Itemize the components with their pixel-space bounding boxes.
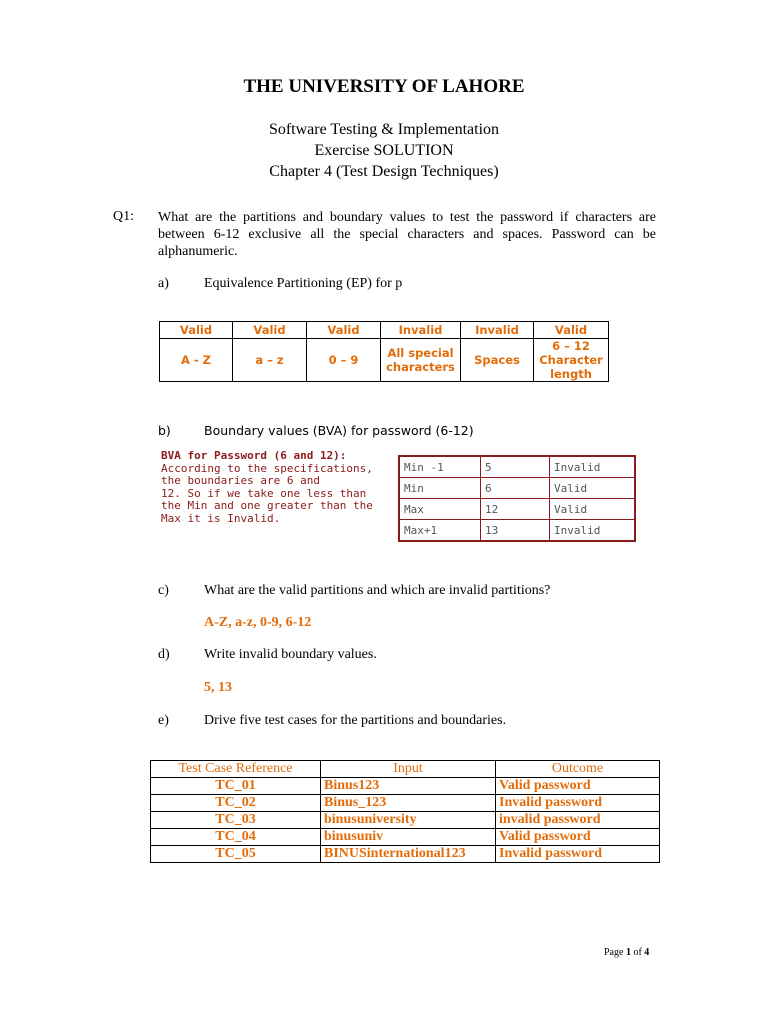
item-a-letter: a)	[158, 276, 169, 291]
ep-header-cell: Valid	[160, 322, 233, 339]
test-case-row	[151, 846, 660, 863]
bva-cell: Invalid	[550, 456, 636, 478]
test-case-header-cell: Input	[321, 761, 496, 778]
item-b-text: Boundary values (BVA) for password (6-12)	[204, 423, 474, 438]
ep-value-cell: 0 – 9	[307, 339, 381, 382]
course-name: Software Testing & Implementation	[268, 121, 500, 138]
of-label: of	[633, 947, 642, 958]
ep-header-row	[160, 322, 609, 339]
bva-line: the Min and one greater than the	[161, 499, 373, 512]
test-case-ref: TC_05	[151, 846, 321, 863]
bva-heading: BVA for Password (6 and 12):	[161, 449, 347, 462]
bva-row	[399, 520, 635, 542]
page-number: 1	[625, 947, 631, 958]
test-case-header-cell: Test Case Reference	[151, 761, 321, 778]
ep-value-cell: All special characters	[381, 339, 461, 382]
test-case-header-cell: Outcome	[496, 761, 660, 778]
question-text: What are the partitions and boundary values to test the password if characters are between 6-12 exclusive all the special characters and spaces. Password can be alphanumeric.	[158, 210, 656, 259]
bva-cell: 12	[481, 499, 550, 520]
bva-cell: 6	[481, 478, 550, 499]
ep-value-cell: A - Z	[160, 339, 233, 382]
ep-header-cell: Valid	[307, 322, 381, 339]
chapter-title: Chapter 4 (Test Design Techniques)	[269, 163, 499, 180]
bva-cell: 13	[481, 520, 550, 542]
bva-line: According to the specifications,	[161, 461, 373, 475]
ep-value-cell: a – z	[233, 339, 307, 382]
ep-header-cell: Valid	[534, 322, 609, 339]
test-case-ref: TC_01	[151, 778, 321, 795]
bva-cell: Min -1	[399, 456, 481, 478]
ep-value-cell: 6 – 12 Character length	[534, 339, 609, 382]
test-case-outcome: Valid password	[496, 829, 660, 846]
bva-cell: Valid	[550, 478, 636, 499]
test-case-ref: TC_04	[151, 829, 321, 846]
item-e-letter: e)	[158, 713, 169, 728]
bva-row	[399, 456, 635, 478]
item-d-letter: d)	[158, 647, 170, 662]
bva-line: 12. So if we take one less than	[161, 486, 367, 500]
exercise-subtitle: Exercise SOLUTION	[314, 142, 454, 159]
item-d-answer: 5, 13	[204, 680, 232, 695]
test-case-outcome: Invalid password	[496, 846, 660, 863]
ep-header-cell: Invalid	[381, 322, 461, 339]
bva-row	[399, 478, 635, 499]
test-case-outcome: invalid password	[496, 812, 660, 829]
test-case-row	[151, 795, 660, 812]
ep-value-row	[160, 339, 609, 382]
test-case-ref: TC_02	[151, 795, 321, 812]
bva-cell: Max	[399, 499, 481, 520]
bva-cell: Min	[399, 478, 481, 499]
ep-table	[159, 321, 609, 382]
test-case-table	[150, 760, 660, 863]
item-c-text: What are the valid partitions and which are invalid partitions?	[204, 583, 551, 598]
item-c-answer: A-Z, a-z, 0-9, 6-12	[204, 615, 312, 630]
test-case-outcome: Invalid password	[496, 795, 660, 812]
ep-header-cell: Valid	[233, 322, 307, 339]
item-e-text: Drive five test cases for the partitions and boundaries.	[204, 713, 507, 728]
bva-line: Max it is Invalid.	[161, 511, 281, 525]
bva-explanation	[161, 450, 373, 525]
page-label: Page	[604, 947, 624, 958]
bva-row	[399, 499, 635, 520]
item-c-letter: c)	[158, 583, 169, 598]
test-case-input: binusuniversity	[321, 812, 496, 829]
test-case-header-row	[151, 761, 660, 778]
test-case-input: binusuniv	[321, 829, 496, 846]
bva-cell: Invalid	[550, 520, 636, 542]
ep-value-cell: Spaces	[461, 339, 534, 382]
test-case-row	[151, 812, 660, 829]
university-title: THE UNIVERSITY OF LAHORE	[243, 76, 525, 97]
test-case-input: BINUSinternational123	[321, 846, 496, 863]
item-a-text: Equivalence Partitioning (EP) for p	[204, 276, 403, 291]
test-case-ref: TC_03	[151, 812, 321, 829]
test-case-row	[151, 778, 660, 795]
bva-cell: Valid	[550, 499, 636, 520]
page-footer	[604, 947, 649, 958]
item-d-text: Write invalid boundary values.	[204, 647, 377, 662]
ep-header-cell: Invalid	[461, 322, 534, 339]
total-pages: 4	[644, 947, 650, 958]
test-case-row	[151, 829, 660, 846]
test-case-outcome: Valid password	[496, 778, 660, 795]
item-b-letter: b)	[158, 423, 171, 438]
bva-cell: 5	[481, 456, 550, 478]
bva-cell: Max+1	[399, 520, 481, 542]
bva-line: the boundaries are 6 and	[161, 474, 320, 487]
test-case-input: Binus123	[321, 778, 496, 795]
bva-table	[398, 455, 636, 542]
question-label: Q1:	[113, 209, 134, 224]
test-case-input: Binus_123	[321, 795, 496, 812]
